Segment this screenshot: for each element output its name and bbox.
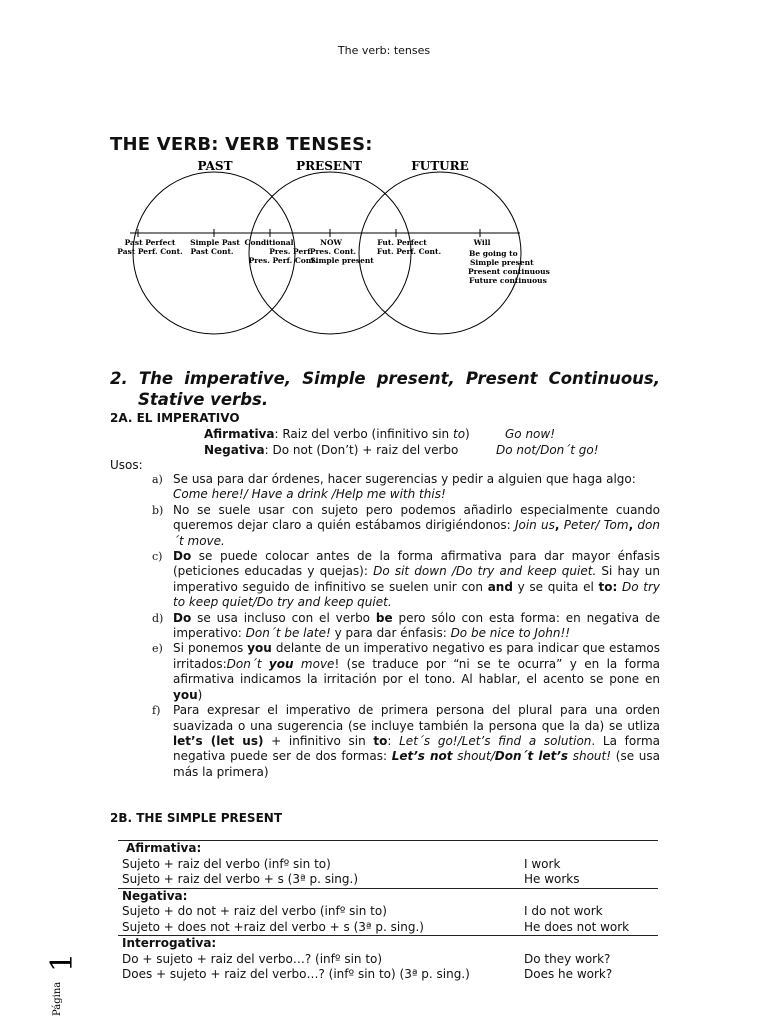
tl-simple-present-fut: Simple present <box>470 258 534 267</box>
past-label: PAST <box>197 159 233 173</box>
section-2-heading: 2. The imperative, Simple present, Present Continuous, <box>110 369 660 388</box>
list-item-a: a) Se usa para dar órdenes, hacer sugerencias y pedir a alguien que haga algo: Come here!/ Have a drink /Help me with this! <box>152 472 636 502</box>
page-title: THE VERB: VERB TENSES: <box>110 134 373 155</box>
table-row: Does + sujeto + raiz del verbo…? (infº sin to) (3ª p. sing.) Does he work? <box>122 967 613 981</box>
tl-pres-perf: Pres. Perf. <box>269 247 313 256</box>
section-2-heading-cont: Stative verbs. <box>138 390 269 409</box>
usos-label: Usos: <box>110 458 143 472</box>
tl-simple-present: Simple present <box>310 256 374 265</box>
table-row: Sujeto + do not + raiz del verbo (infº sin to) I do not work <box>122 904 603 918</box>
tenses-venn-diagram <box>110 155 550 345</box>
negativa-label: Negativa <box>204 443 265 457</box>
tl-present-continuous: Present continuous <box>468 267 550 276</box>
list-item-c: c) Do se puede colocar antes de la forma afirmativa para dar mayor énfasis (peticiones educadas y quejas): Do sit down /Do try and keep quiet. Si hay un imperativo seguido de infinitivo se suelen unir con and y se quita el to: Do try to keep quiet/Do try and keep quiet. <box>152 549 661 610</box>
imperative-affirmative-rule: Afirmativa: Raiz del verbo (infinitivo sin to) Go now! <box>204 427 556 441</box>
table-row: Sujeto + does not +raiz del verbo + s (3ª p. sing.) He does not work <box>122 919 630 934</box>
tl-now: NOW <box>320 238 342 247</box>
simple-present-table <box>118 840 658 983</box>
tl-past-cont: Past Cont. <box>190 247 234 256</box>
table-row: Sujeto + raiz del verbo + s (3ª p. sing.) He works <box>122 872 580 886</box>
table-row: Do + sujeto + raiz del verbo…? (infº sin to) Do they work? <box>122 951 611 966</box>
tl-conditional: Conditional <box>244 238 294 247</box>
subsection-2b-heading: 2B. THE SIMPLE PRESENT <box>110 811 283 825</box>
tl-pres-cont: Pres. Cont. <box>309 247 357 256</box>
page-number-footer <box>42 930 82 1020</box>
list-item-d: d) Do se usa incluso con el verbo be pero sólo con esta forma: en negativa de imperativo: Don´t be late! y para dar énfasis: Do be nice to John!! <box>152 610 660 641</box>
list-item-e: e) Si ponemos you delante de un imperativo negativo es para indicar que estamos irritados:Don´t you move! (se traduce por “ni se te ocurra” y en la forma afirmativa indicamos la irritación por el tono. Al hablar, el acento se pone en you) <box>152 641 660 702</box>
usage-list <box>152 472 660 780</box>
table-section-afirmativa: Afirmativa: <box>118 841 658 857</box>
present-label: PRESENT <box>296 159 362 173</box>
table-row: Sujeto + raiz del verbo (infº sin to) I work <box>122 856 561 871</box>
list-item-b: b) No se suele usar con sujeto pero podemos añadirlo especialmente cuando queremos dejar claro a quién estábamos dirigiéndonos: Join us, Peter/ Tom, don´t move. <box>152 502 660 548</box>
pagina-label: Página <box>52 981 63 1016</box>
tl-be-going-to: Be going to <box>469 249 518 258</box>
imperative-negative-rule: Negativa: Do not (Don’t) + raiz del verbo Do not/Don´t go! <box>204 443 599 457</box>
tl-fut-perfect: Fut. Perfect <box>377 238 427 247</box>
table-section-interrogativa: Interrogativa: <box>118 936 658 952</box>
tl-past-perfect: Past Perfect <box>124 238 176 247</box>
table-section-negativa: Negativa: <box>118 888 658 904</box>
tl-fut-perf-cont: Fut. Perf. Cont. <box>376 247 442 256</box>
subsection-2a-heading: 2A. EL IMPERATIVO <box>110 411 240 425</box>
tl-future-continuous: Future continuous <box>469 276 547 285</box>
tl-past-perf-cont: Past Perf. Cont. <box>117 247 183 256</box>
tl-pres-perf-cont: Pres. Perf. Cont. <box>248 256 318 265</box>
future-label: FUTURE <box>411 159 469 173</box>
tl-will: Will <box>473 238 491 247</box>
running-header: The verb: tenses <box>337 44 431 57</box>
afirmativa-label: Afirmativa <box>204 427 275 441</box>
page-number: 1 <box>45 952 80 972</box>
affirmative-example: Go now! <box>505 427 556 441</box>
tl-simple-past: Simple Past <box>190 238 240 247</box>
negative-example: Do not/Don´t go! <box>496 443 599 457</box>
list-item-f: f) Para expresar el imperativo de primera persona del plural para una orden suavizada o una sugerencia (se incluye también la persona que la da) se utliza let’s (let us) + infinitivo sin to: Let´s go!/Let’s find a solution. La forma negativa puede ser de dos formas: Let’s not shout/Don´t let’s shout! (se usa más la primera) <box>152 703 660 779</box>
